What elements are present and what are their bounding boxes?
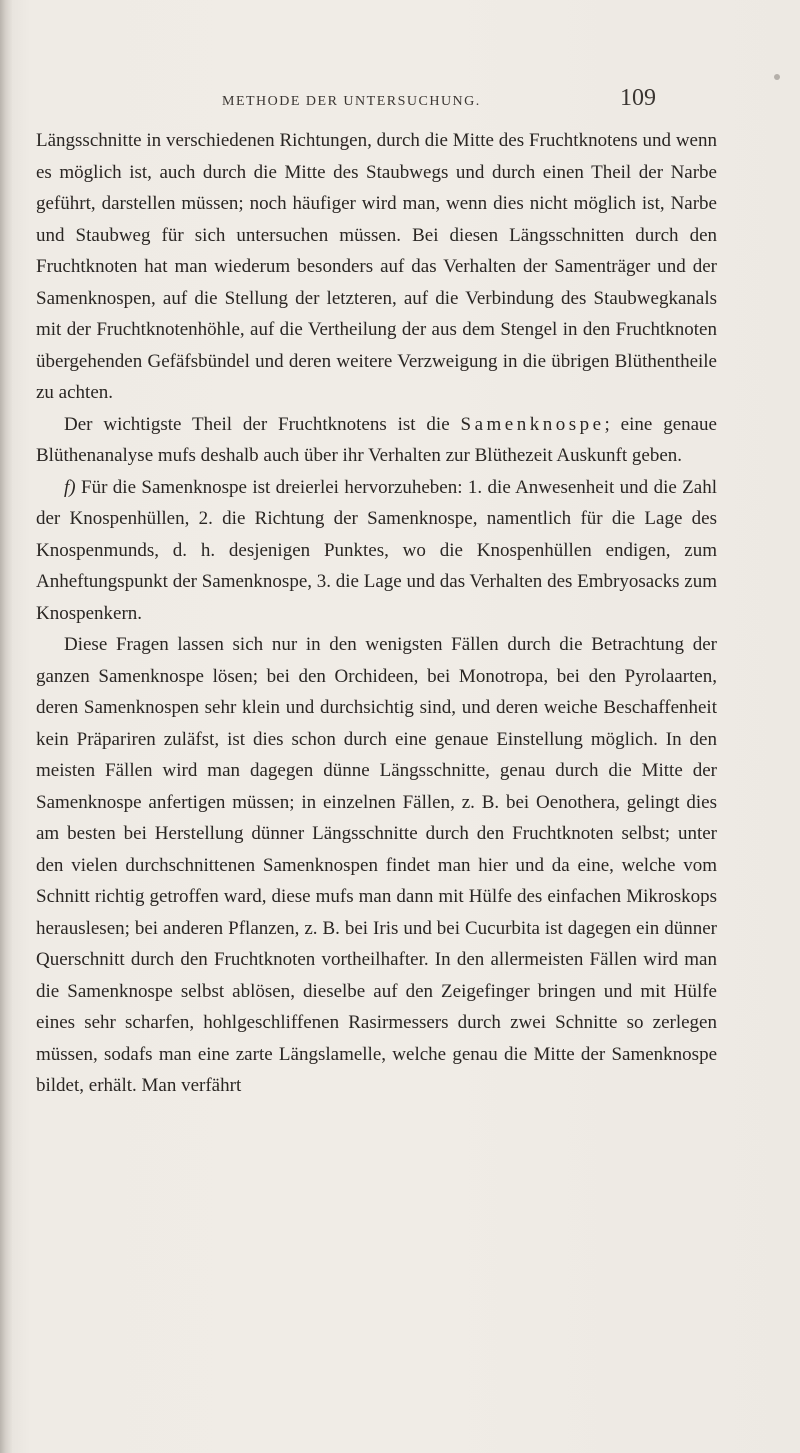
page-number: 109: [620, 85, 656, 111]
ink-spot: [774, 74, 780, 80]
paragraph-4: Diese Fragen lassen sich nur in den wenigsten Fällen durch die Betrachtung der ganzen Samenknospe lösen; bei den Orchideen, bei Monotropa, bei den Pyrolaarten, deren Samenknospen sehr klein und durchsichtig sind, und deren weiche Beschaffenheit kein Präpariren zuläfst, ist dies schon durch eine genaue Einstellung möglich. In den meisten Fällen wird man dagegen dünne Längsschnitte, genau durch die Mitte der Samenknospe anfertigen müssen; in einzelnen Fällen, z. B. bei Oenothera, gelingt dies am besten bei Herstellung dünner Längsschnitte durch den Fruchtknoten selbst; unter den vielen durchschnittenen Samenknospen findet man hier und da eine, welche vom Schnitt richtig getroffen ward, diese mufs man dann mit Hülfe des einfachen Mikroskops herauslesen; bei anderen Pflanzen, z. B. bei Iris und bei Cucurbita ist dagegen ein dünner Querschnitt durch den Fruchtknoten vortheilhafter. In den allermeisten Fällen wird man die Samenknospe selbst ablösen, dieselbe auf den Zeigefinger bringen und mit Hülfe eines sehr scharfen, hohlgeschliffenen Rasirmessers durch zwei Schnitte so zerlegen müssen, sodafs man eine zarte Längslamelle, welche genau die Mitte der Samenknospe bildet, erhält. Man verfährt: [36, 634, 717, 1096]
paragraph-3: [36, 472, 717, 630]
section-mark: f): [64, 476, 76, 498]
paragraph-2-end: ; eine genaue Blüthenanalyse mufs deshalb auch über ihr Verhalten zur Blüthezeit Auskunft geben.: [36, 413, 717, 466]
page-binding-shadow: [0, 0, 12, 1453]
term-samenknospe: Samenknospe: [460, 413, 605, 435]
running-title: METHODE DER UNTERSUCHUNG.: [222, 94, 481, 109]
paragraph-3-text: Für die Samenknospe ist dreierlei hervorzuheben: 1. die Anwesenheit und die Zahl der Knospenhüllen, 2. die Richtung der Samenknospe, namentlich für die Lage des Knospenmunds, d. h. desjenigen Punktes, wo die Knospenhüllen endigen, zum Anheftungspunkt der Samenknospe, 3. die Lage und das Verhalten des Embryosacks zum Knospenkern.: [36, 476, 717, 624]
paragraph-1: Längsschnitte in verschiedenen Richtungen, durch die Mitte des Fruchtknotens und wenn es möglich ist, auch durch die Mitte des Staubwegs und durch einen Theil der Narbe geführt, darstellen müssen; noch häufiger wird man, wenn dies nicht möglich ist, Narbe und Staubweg für sich untersuchen müssen. Bei diesen Längsschnitten durch den Fruchtknoten hat man wiederum besonders auf das Verhalten der Samenträger und der Samenknospen, auf die Stellung der letzteren, auf die Verbindung des Staubwegkanals mit der Fruchtknotenhöhle, auf die Vertheilung der aus dem Stengel in den Fruchtknoten übergehenden Gefäfsbündel und deren weitere Verzweigung in die übrigen Blüthentheile zu achten.: [36, 130, 717, 403]
paragraph-2: [36, 409, 717, 472]
body-text: [36, 125, 717, 1102]
paragraph-2-start: Der wichtigste Theil der Fruchtknotens ist die: [64, 413, 461, 435]
page-header: [36, 85, 716, 125]
